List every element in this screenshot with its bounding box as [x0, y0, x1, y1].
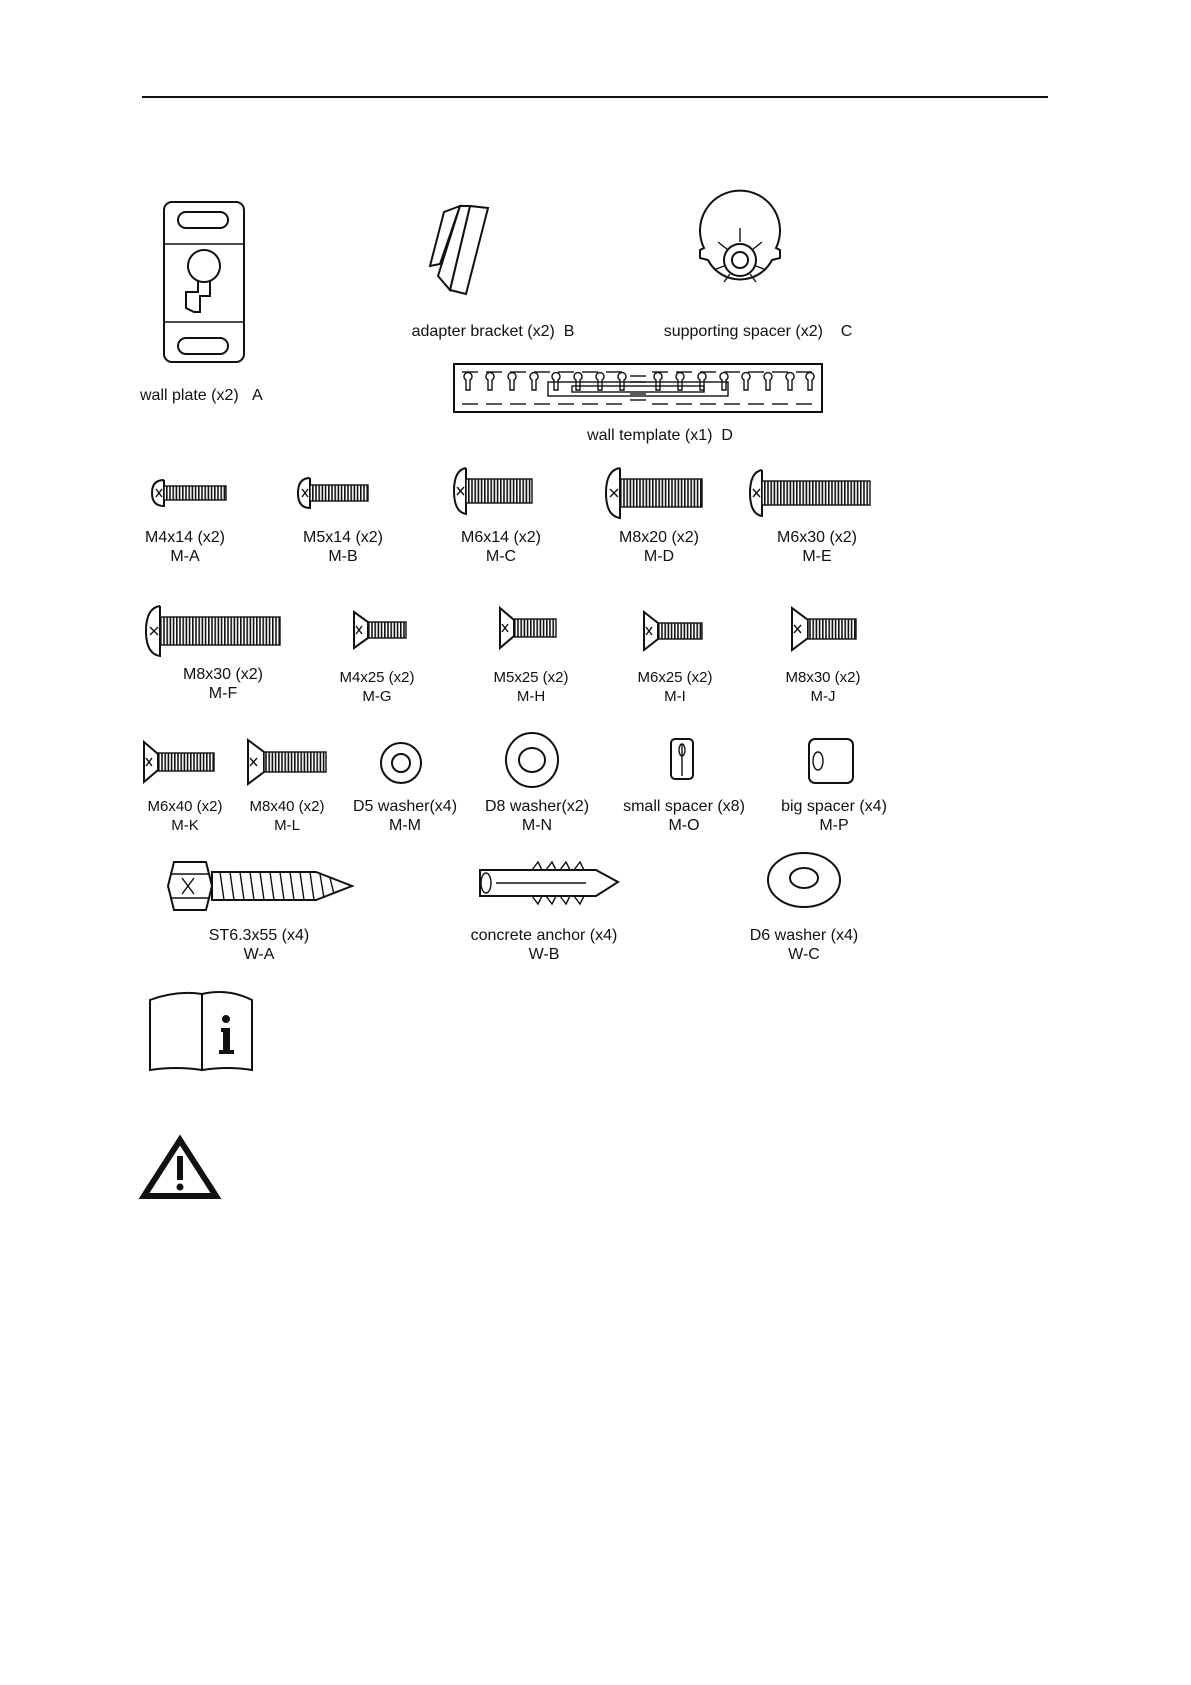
part-m-c-code: M-C — [485, 548, 517, 565]
wall-template-illustration — [452, 362, 824, 414]
screw-m-e-illustration — [748, 468, 874, 518]
label-part-d — [560, 426, 760, 445]
part-m-d-code: M-D — [643, 548, 675, 565]
washer-w-c-illustration — [764, 850, 844, 910]
label-w-b — [444, 926, 644, 964]
part-m-p-name: big spacer (x4) — [781, 798, 887, 815]
label-m-d — [594, 528, 724, 566]
part-d-code: D — [721, 427, 733, 444]
part-m-m-name: D5 washer(x4) — [352, 798, 458, 815]
part-m-g-name: M4x25 (x2) — [339, 669, 415, 686]
part-m-n-name: D8 washer(x2) — [484, 798, 590, 815]
adapter-bracket-illustration — [430, 202, 510, 298]
part-m-p-code: M-P — [819, 817, 849, 834]
screw-m-k-illustration — [142, 740, 218, 784]
screw-m-l-illustration — [246, 738, 330, 786]
label-m-a — [120, 528, 250, 566]
part-a-code: A — [252, 387, 263, 404]
label-w-a — [184, 926, 334, 964]
part-m-k-name: M6x40 (x2) — [147, 798, 223, 815]
label-m-b — [278, 528, 408, 566]
part-a-name: wall plate (x2) — [140, 387, 239, 404]
label-part-c — [648, 322, 868, 341]
washer-m-m-illustration — [378, 740, 424, 786]
part-m-j-name: M8x30 (x2) — [785, 669, 861, 686]
label-m-j — [758, 668, 888, 706]
spacer-m-o-illustration — [668, 736, 696, 782]
washer-m-n-illustration — [502, 730, 562, 790]
part-m-o-name: small spacer (x8) — [623, 798, 745, 815]
part-c-name: supporting spacer (x2) — [663, 323, 823, 340]
part-m-i-code: M-I — [664, 688, 686, 705]
lag-screw-w-a-illustration — [166, 856, 356, 916]
part-m-i-name: M6x25 (x2) — [637, 669, 713, 686]
label-m-g — [312, 668, 442, 706]
part-m-n-code: M-N — [521, 817, 553, 834]
screw-m-i-illustration — [642, 610, 704, 652]
part-m-a-code: M-A — [170, 548, 200, 565]
label-m-o — [604, 797, 764, 835]
label-m-p — [764, 797, 904, 835]
screw-m-a-illustration — [150, 478, 230, 508]
label-m-n — [472, 797, 602, 835]
spacer-m-p-illustration — [806, 736, 856, 786]
screw-m-d-illustration — [604, 466, 706, 520]
wall-plate-illustration — [160, 200, 250, 366]
supporting-spacer-illustration — [694, 222, 786, 302]
part-b-name: adapter bracket (x2) — [411, 323, 555, 340]
manual-info-icon — [146, 986, 256, 1072]
screw-m-b-illustration — [296, 476, 372, 510]
label-w-c — [734, 926, 874, 964]
part-w-c-name: D6 washer (x4) — [749, 927, 859, 944]
screw-m-h-illustration — [498, 606, 558, 650]
part-w-a-name: ST6.3x55 (x4) — [208, 927, 310, 944]
part-m-m-code: M-M — [389, 817, 421, 834]
part-w-a-code: W-A — [243, 946, 275, 963]
part-m-a-name: M4x14 (x2) — [144, 529, 226, 546]
part-d-name: wall template (x1) — [587, 427, 713, 444]
label-m-f — [158, 665, 288, 703]
screw-m-j-illustration — [790, 606, 858, 652]
label-m-m — [340, 797, 470, 835]
part-m-c-name: M6x14 (x2) — [460, 529, 542, 546]
label-m-c — [436, 528, 566, 566]
part-m-b-name: M5x14 (x2) — [302, 529, 384, 546]
part-m-l-name: M8x40 (x2) — [249, 798, 325, 815]
label-part-b — [388, 322, 598, 341]
part-b-code: B — [563, 323, 575, 340]
part-m-g-code: M-G — [362, 688, 392, 705]
label-part-a — [140, 386, 290, 405]
part-m-d-name: M8x20 (x2) — [618, 529, 700, 546]
part-c-code: C — [840, 323, 853, 340]
part-w-c-code: W-C — [788, 946, 820, 963]
screw-m-g-illustration — [352, 610, 408, 650]
label-m-e — [752, 528, 882, 566]
part-m-f-code: M-F — [208, 685, 238, 702]
header-rule — [142, 96, 1048, 98]
label-m-l — [222, 797, 352, 835]
part-m-l-code: M-L — [274, 817, 300, 834]
part-m-h-name: M5x25 (x2) — [493, 669, 569, 686]
part-m-f-name: M8x30 (x2) — [182, 666, 264, 683]
part-m-h-code: M-H — [516, 688, 546, 705]
part-w-b-code: W-B — [528, 946, 560, 963]
warning-triangle-icon — [140, 1136, 220, 1200]
screw-m-f-illustration — [144, 604, 284, 658]
part-m-o-code: M-O — [668, 817, 700, 834]
part-m-e-code: M-E — [802, 548, 832, 565]
part-m-b-code: M-B — [328, 548, 358, 565]
part-m-j-code: M-J — [810, 688, 836, 705]
part-m-k-code: M-K — [171, 817, 199, 834]
concrete-anchor-w-b-illustration — [476, 858, 622, 908]
part-w-b-name: concrete anchor (x4) — [470, 927, 618, 944]
part-m-e-name: M6x30 (x2) — [776, 529, 858, 546]
label-m-h — [466, 668, 596, 706]
screw-m-c-illustration — [452, 466, 536, 516]
label-m-i — [610, 668, 740, 706]
